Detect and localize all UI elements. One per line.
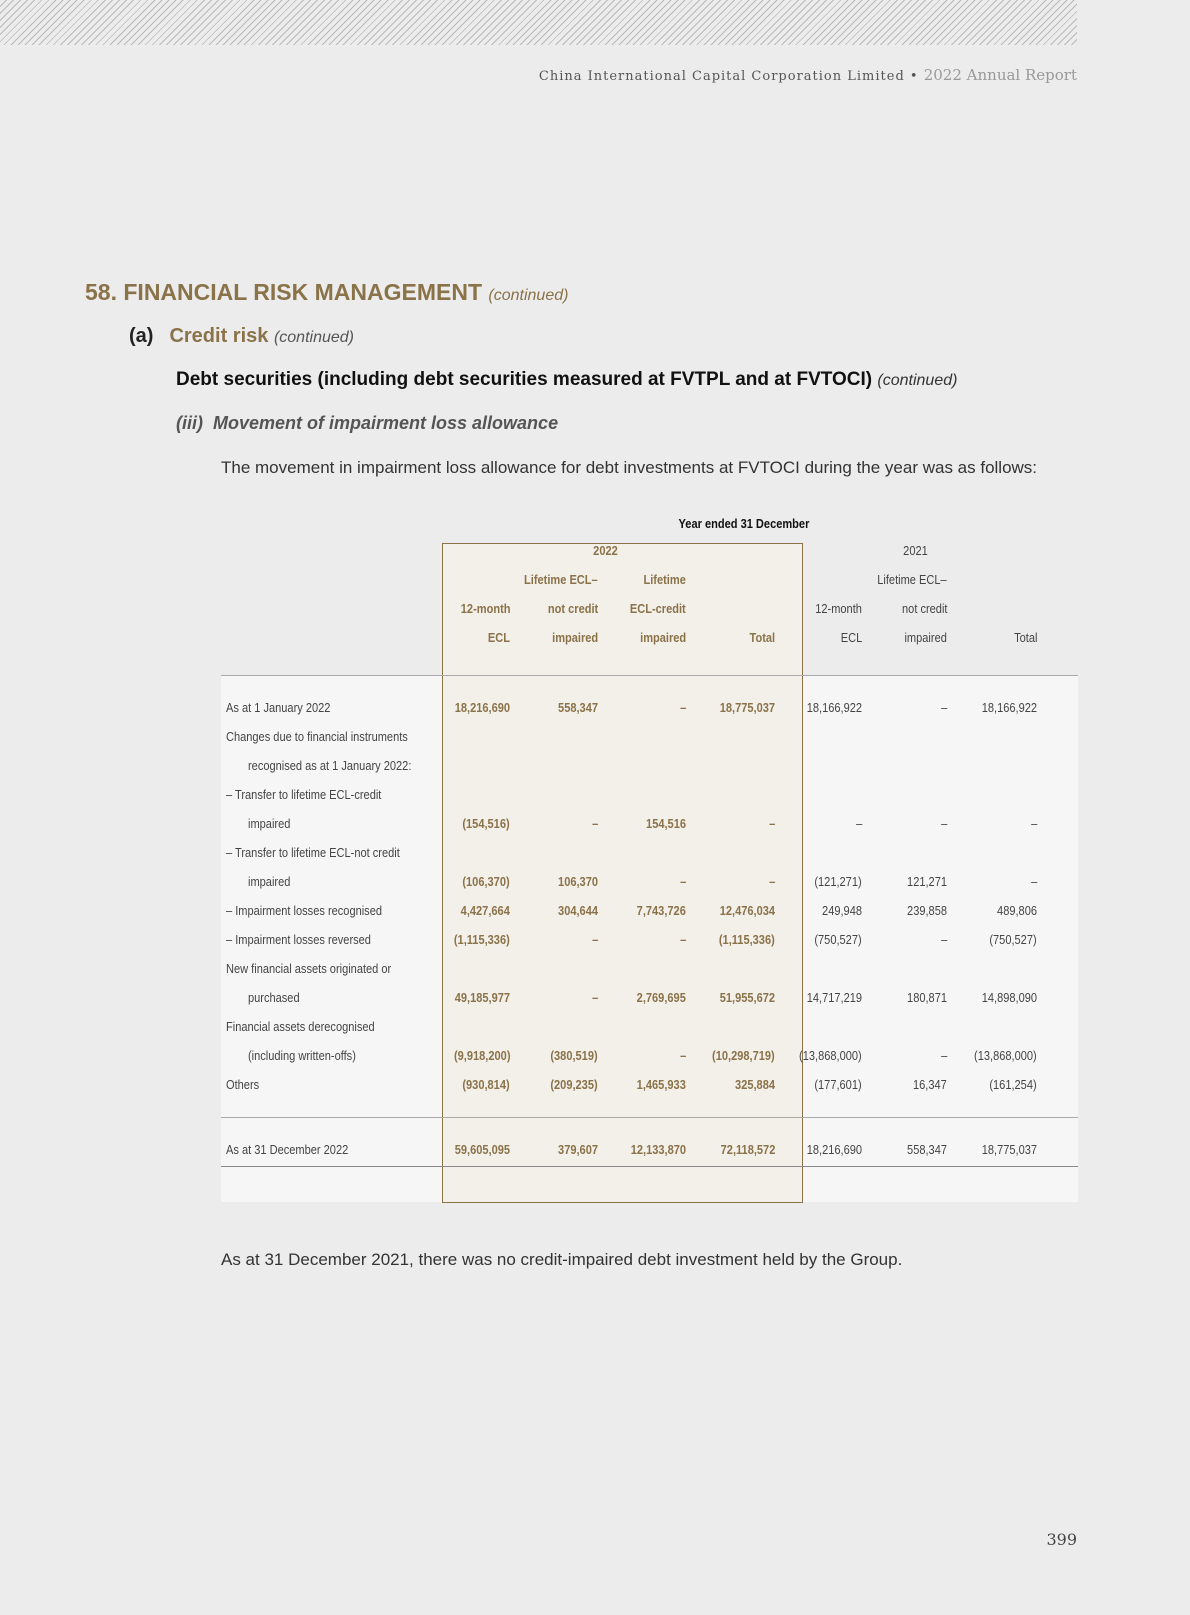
table-bottom-rule [221,1166,1078,1167]
table-cell: 379,607 [558,1142,598,1157]
table-cell: 304,644 [558,903,598,918]
table-cell: 12,133,870 [630,1142,686,1157]
row-label: impaired [248,874,291,889]
table-cell: 325,884 [735,1077,775,1092]
row-label: New financial assets originated or [226,961,392,976]
table-cell: 7,743,726 [636,903,686,918]
table-cell: – [940,700,947,715]
table-cell: (1,115,336) [454,932,510,947]
table-cell: 18,216,690 [806,1142,862,1157]
table-cell: (121,271) [814,874,862,889]
table-cell: (380,519) [550,1048,598,1063]
table-cell: 49,185,977 [454,990,510,1005]
table-cell: (10,298,719) [712,1048,775,1063]
table-cell: (1,115,336) [719,932,775,947]
subsection-title: Credit risk [169,325,269,347]
page-number: 399 [1046,1530,1077,1549]
column-header-2021: 12-month [815,601,862,616]
column-header-2022: Lifetime ECL– [524,572,598,587]
column-header-2022: impaired [639,630,686,645]
table-cell: – [768,874,775,889]
row-label: Financial assets derecognised [226,1019,375,1034]
table-cell: – [679,700,686,715]
continued-label: (continued) [273,329,354,346]
table-cell: – [940,932,947,947]
table-cell: – [679,1048,686,1063]
subsection-heading [129,325,354,348]
table-cell: (750,527) [989,932,1037,947]
column-header-2022: ECL-credit [630,601,686,616]
section-heading [85,279,568,306]
table-cell: 12,476,034 [719,903,775,918]
table-cell: 558,347 [558,700,598,715]
row-label: Others [226,1077,260,1092]
column-header-2021: Lifetime ECL– [877,572,947,587]
table-cell: – [679,874,686,889]
table-cell: 18,166,922 [806,700,862,715]
period-header: Year ended 31 December [678,516,810,531]
column-header-2021: Total [1013,630,1037,645]
row-label: recognised as at 1 January 2022: [248,758,412,773]
row-label: As at 1 January 2022 [226,700,331,715]
row-label: – Transfer to lifetime ECL-credit [226,787,382,802]
intro-paragraph: The movement in impairment loss allowance for debt investments at FVTOCI during the year was as follows: [221,458,1038,477]
table-cell: (13,868,000) [799,1048,862,1063]
subsection-label: (a) [129,325,154,347]
table-cell: 14,717,219 [806,990,862,1005]
table-cell: (177,601) [814,1077,862,1092]
continued-label: (continued) [877,372,958,389]
table-cell: 72,118,572 [720,1142,775,1157]
table-cell: 16,347 [913,1077,947,1092]
column-header-2022: impaired [551,630,598,645]
table-cell: – [768,816,775,831]
header-hatch-band [0,0,1077,45]
table-cell: 121,271 [907,874,947,889]
total-divider [221,1117,1078,1118]
column-header-2021: impaired [904,630,947,645]
table-cell: 51,955,672 [719,990,775,1005]
section-number: 58. [85,279,117,305]
table-cell: 249,948 [822,903,862,918]
table-cell: (13,868,000) [974,1048,1037,1063]
subheading-title: Debt securities (including debt securities measured at FVTPL and at FVTOCI) [176,369,873,390]
report-title: 2022 Annual Report [923,66,1077,84]
table-cell: (209,235) [550,1077,598,1092]
column-header-2021: not credit [901,601,947,616]
table-cell: 14,898,090 [981,990,1037,1005]
table-cell: 180,871 [907,990,947,1005]
table-cell: 558,347 [907,1142,947,1157]
column-header-2022: Total [749,630,775,645]
table-cell: 106,370 [558,874,598,889]
year-2021-header: 2021 [903,543,928,558]
row-label: – Impairment losses reversed [226,932,371,947]
table-cell: 18,775,037 [719,700,775,715]
table-cell: – [591,932,598,947]
row-label: (including written-offs) [248,1048,356,1063]
table-cell: (9,918,200) [453,1048,510,1063]
table-cell: 18,166,922 [981,700,1037,715]
table-cell: 18,216,690 [454,700,510,715]
row-label: Changes due to financial instruments [226,729,408,744]
company-name: China International Capital Corporation Limited [538,69,905,84]
table-cell: – [940,816,947,831]
row-label: – Impairment losses recognised [226,903,383,918]
table-cell: (106,370) [462,874,510,889]
table-cell: – [591,816,598,831]
table-cell: 489,806 [997,903,1037,918]
table-cell: 154,516 [646,816,686,831]
table-cell: 18,775,037 [981,1142,1037,1157]
table-cell: – [1030,816,1037,831]
table-cell: – [1030,874,1037,889]
row-label: As at 31 December 2022 [226,1142,349,1157]
table-cell: (161,254) [989,1077,1037,1092]
table-cell: (930,814) [462,1077,510,1092]
footnote: As at 31 December 2021, there was no credit-impaired debt investment held by the Group. [221,1250,903,1269]
table-cell: (154,516) [462,816,510,831]
column-header-2021: ECL [840,630,862,645]
column-header-2022: Lifetime [643,572,686,587]
table-cell: 1,465,933 [636,1077,686,1092]
row-label: purchased [248,990,300,1005]
subheading [176,369,957,391]
table-cell: 2,769,695 [636,990,686,1005]
subsubheading: (iii) Movement of impairment loss allowance [176,413,559,433]
column-header-2022: ECL [487,630,510,645]
table-cell: – [679,932,686,947]
impairment-allowance-table [221,516,1078,1205]
header-divider [221,675,1078,676]
row-label: impaired [248,816,291,831]
continued-label: (continued) [488,287,569,304]
table-cell: – [855,816,862,831]
column-header-2022: 12-month [460,601,510,616]
year-2022-header: 2022 [593,543,618,558]
table-cell: – [591,990,598,1005]
running-header [539,66,1077,84]
table-cell: 4,427,664 [460,903,510,918]
table-cell: 59,605,095 [454,1142,510,1157]
bullet: • [909,69,919,84]
table-cell: 239,858 [907,903,947,918]
table-cell: – [940,1048,947,1063]
row-label: – Transfer to lifetime ECL-not credit [226,845,400,860]
table-cell: (750,527) [814,932,862,947]
column-header-2022: not credit [547,601,598,616]
section-title: FINANCIAL RISK MANAGEMENT [123,279,482,305]
